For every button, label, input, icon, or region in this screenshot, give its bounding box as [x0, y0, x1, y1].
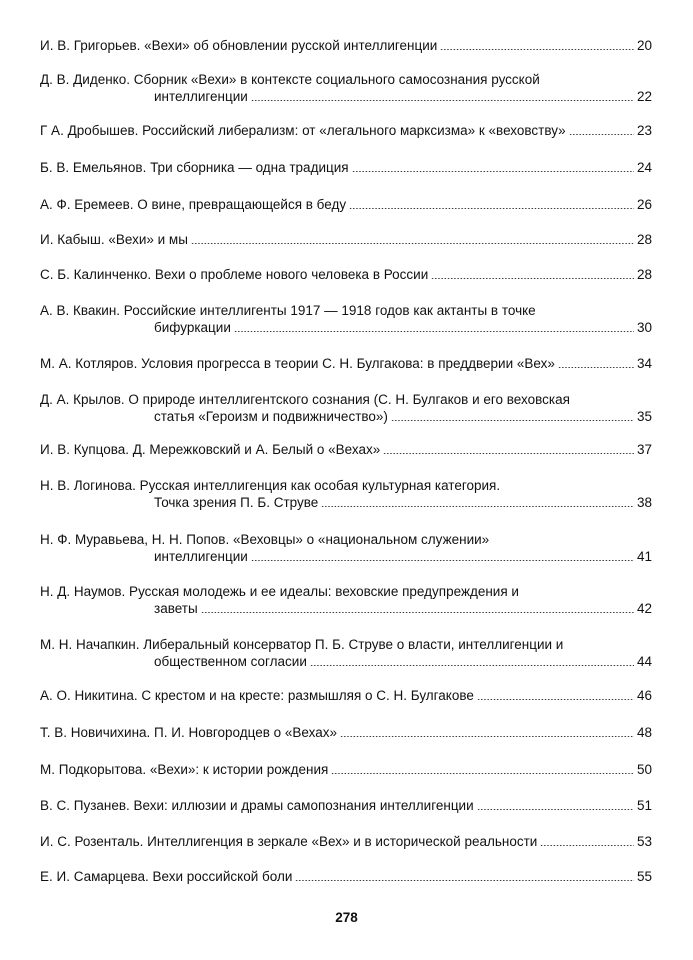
dot-leader: [383, 453, 634, 454]
toc-entry: [40, 531, 652, 565]
entry-continuation-line: [40, 408, 652, 425]
entry-title: И. Кабыш. «Вехи» и мы: [40, 232, 188, 247]
page-number: 278: [335, 910, 358, 925]
entry-title: Т. В. Новичихина. П. И. Новгородцев о «Вехах»: [40, 725, 337, 740]
entry-page-number: 44: [636, 654, 652, 669]
entry-line: [40, 797, 652, 814]
entry-page-number: 55: [636, 869, 652, 884]
entry-title: И. В. Купцова. Д. Мережковский и А. Белый о «Вехах»: [40, 442, 381, 457]
entry-line: [40, 122, 652, 139]
entry-page-number: 50: [636, 762, 652, 777]
entry-continuation-line: [40, 319, 652, 336]
toc-entry: [40, 477, 652, 511]
toc-entry: [40, 266, 652, 283]
entry-page-number: 37: [636, 442, 652, 457]
entry-title: Н. В. Логинова. Русская интеллигенция как особая культурная категория.: [40, 478, 501, 493]
dot-leader: [340, 736, 634, 737]
toc-entry: [40, 797, 652, 814]
entry-page-number: 38: [636, 495, 652, 510]
entry-line: [40, 724, 652, 741]
toc-entry: [40, 868, 652, 885]
toc-entry: [40, 122, 652, 139]
dot-leader: [251, 100, 634, 101]
dot-leader: [310, 665, 634, 666]
entry-continuation-line: [40, 548, 652, 565]
entry-title: Д. А. Крылов. О природе интеллигентского сознания (С. Н. Булгаков и его веховская: [40, 392, 570, 407]
toc-entry: [40, 833, 652, 850]
toc-entry: [40, 355, 652, 372]
dot-leader: [191, 243, 634, 244]
toc-entry: [40, 441, 652, 458]
entry-title: Г А. Дробышев. Российский либерализм: от «легального марксизма» к «веховству»: [40, 123, 566, 138]
entry-title: Д. В. Диденко. Сборник «Вехи» в контексте социального самосознания русской: [40, 72, 540, 87]
toc-entry: [40, 159, 652, 176]
entry-page-number: 41: [636, 549, 652, 564]
entry-page-number: 48: [636, 725, 652, 740]
dot-leader: [352, 171, 634, 172]
entry-line: [40, 687, 652, 704]
entry-continuation-line: [40, 653, 652, 670]
entry-line: [40, 37, 652, 54]
entry-title: заветы: [154, 601, 198, 616]
entry-title: М. Н. Начапкин. Либеральный консерватор П. Б. Струве о власти, интеллигенции и: [40, 637, 564, 652]
entry-line: [40, 441, 652, 458]
entry-line: [40, 266, 652, 283]
entry-title: Б. В. Емельянов. Три сборника — одна традиция: [40, 160, 349, 175]
entry-line: [40, 196, 652, 213]
entry-title: статья «Героизм и подвижничество»): [154, 409, 388, 424]
entry-page-number: 24: [636, 160, 652, 175]
entry-title: Точка зрения П. Б. Струве: [154, 495, 319, 510]
entry-title: Н. Ф. Муравьева, Н. Н. Попов. «Веховцы» о «национальном служении»: [40, 532, 490, 547]
entry-title: А. В. Квакин. Российские интеллигенты 1917 — 1918 годов как актанты в точке: [40, 303, 536, 318]
entry-page-number: 26: [636, 197, 652, 212]
dot-leader: [331, 773, 634, 774]
entry-line: [40, 583, 652, 600]
entry-title: Н. Д. Наумов. Русская молодежь и ее идеалы: веховские предупреждения и: [40, 584, 519, 599]
entry-line: [40, 302, 652, 319]
entry-title: М. А. Котляров. Условия прогресса в теории С. Н. Булгакова: в преддверии «Вех»: [40, 356, 555, 371]
entry-page-number: 20: [636, 38, 652, 53]
dot-leader: [391, 420, 634, 421]
entry-page-number: 35: [636, 409, 652, 424]
toc-entry: [40, 391, 652, 425]
entry-line: [40, 761, 652, 778]
toc-entry: [40, 724, 652, 741]
toc-entry: [40, 636, 652, 670]
entry-title: А. О. Никитина. С крестом и на кресте: размышляя о С. Н. Булгакове: [40, 688, 474, 703]
entry-title: Е. И. Самарцева. Вехи российской боли: [40, 869, 293, 884]
toc-entry: [40, 196, 652, 213]
entry-continuation-line: [40, 88, 652, 105]
toc-entry: [40, 687, 652, 704]
entry-line: [40, 71, 652, 88]
entry-page-number: 53: [636, 834, 652, 849]
entry-page-number: 28: [636, 267, 652, 282]
entry-title: интеллигенции: [154, 89, 248, 104]
dot-leader: [477, 699, 634, 700]
toc-entry: [40, 231, 652, 248]
dot-leader: [440, 49, 634, 50]
entry-title: интеллигенции: [154, 549, 248, 564]
dot-leader: [251, 560, 634, 561]
dot-leader: [569, 134, 634, 135]
entry-page-number: 42: [636, 601, 652, 616]
toc-entry: [40, 37, 652, 54]
entry-line: [40, 833, 652, 850]
entry-title: И. В. Григорьев. «Вехи» об обновлении русской интеллигенции: [40, 38, 438, 53]
dot-leader: [477, 809, 634, 810]
entry-page-number: 28: [636, 232, 652, 247]
dot-leader: [431, 278, 634, 279]
entry-title: А. Ф. Еремеев. О вине, превращающейся в беду: [40, 197, 347, 212]
entry-line: [40, 868, 652, 885]
entry-line: [40, 355, 652, 372]
entry-line: [40, 636, 652, 653]
entry-line: [40, 159, 652, 176]
entry-page-number: 30: [636, 320, 652, 335]
toc-entry: [40, 302, 652, 336]
entry-line: [40, 391, 652, 408]
entry-title: бифуркации: [154, 320, 231, 335]
dot-leader: [321, 506, 634, 507]
entry-title: С. Б. Калинченко. Вехи о проблеме нового человека в России: [40, 267, 429, 282]
dot-leader: [540, 845, 634, 846]
toc-entry: [40, 71, 652, 105]
entry-page-number: 22: [636, 89, 652, 104]
entry-page-number: 23: [636, 123, 652, 138]
entry-title: И. С. Розенталь. Интеллигенция в зеркале «Вех» и в исторической реальности: [40, 834, 538, 849]
dot-leader: [234, 331, 634, 332]
dot-leader: [295, 880, 634, 881]
entry-line: [40, 531, 652, 548]
entry-continuation-line: [40, 600, 652, 617]
toc-entry: [40, 761, 652, 778]
entry-page-number: 51: [636, 798, 652, 813]
dot-leader: [349, 208, 634, 209]
dot-leader: [558, 367, 634, 368]
entry-line: [40, 231, 652, 248]
entry-continuation-line: [40, 494, 652, 511]
entry-title: В. С. Пузанев. Вехи: иллюзии и драмы самопознания интеллигенции: [40, 798, 474, 813]
entry-title: общественном согласии: [154, 654, 307, 669]
entry-page-number: 46: [636, 688, 652, 703]
entry-page-number: 34: [636, 356, 652, 371]
entry-line: [40, 477, 652, 494]
dot-leader: [201, 612, 634, 613]
toc-entry: [40, 583, 652, 617]
entry-title: М. Подкорытова. «Вехи»: к истории рождения: [40, 762, 329, 777]
